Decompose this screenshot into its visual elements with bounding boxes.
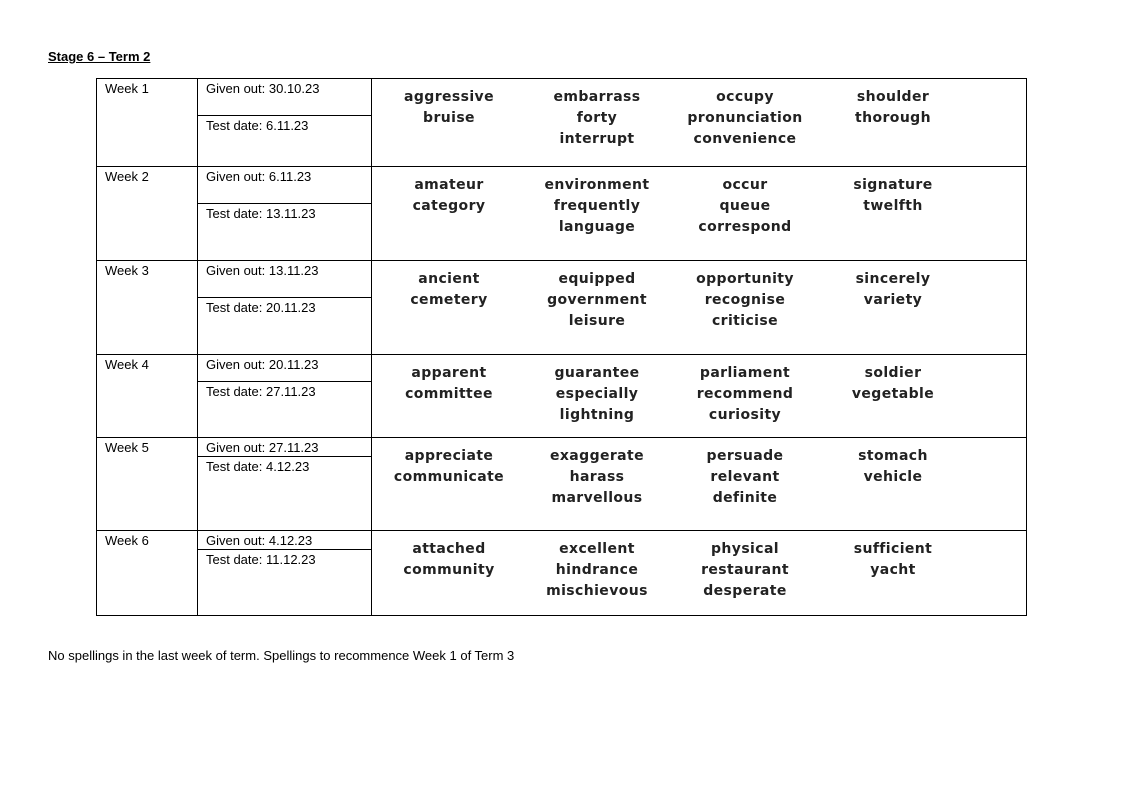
spelling-word: guarantee	[554, 365, 640, 381]
week-row	[97, 355, 1027, 438]
spelling-words-cell	[372, 79, 1027, 167]
spelling-word	[819, 583, 967, 599]
spelling-word: occupy	[716, 89, 774, 105]
week-label-cell	[97, 167, 198, 261]
spelling-word: occur	[722, 177, 768, 193]
spelling-word: shoulder	[856, 89, 930, 105]
spelling-word: queue	[719, 198, 771, 214]
spelling-word: recognise	[704, 292, 786, 308]
week-row	[97, 79, 1027, 167]
week-label: Week 3	[105, 263, 149, 278]
spelling-word	[819, 407, 967, 423]
week-row	[97, 531, 1027, 616]
spelling-word	[819, 219, 967, 235]
spelling-word-list	[372, 167, 1026, 235]
spelling-word-list	[372, 531, 1026, 599]
spelling-word: vehicle	[863, 469, 923, 485]
spelling-word: ancient	[418, 271, 480, 287]
spelling-word: soldier	[864, 365, 922, 381]
week-label: Week 6	[105, 533, 149, 548]
test-date: Test date: 27.11.23	[198, 381, 371, 401]
week-label-cell	[97, 355, 198, 438]
week-label-cell	[97, 79, 198, 167]
spelling-word: language	[558, 219, 636, 235]
spelling-word: convenience	[693, 131, 797, 147]
week-label: Week 1	[105, 81, 149, 96]
dates-cell	[198, 167, 372, 261]
spelling-word: harass	[569, 469, 625, 485]
spelling-word: aggressive	[404, 89, 494, 105]
dates-cell	[198, 261, 372, 355]
spelling-word: opportunity	[696, 271, 794, 287]
spelling-word	[375, 219, 523, 235]
week-row	[97, 167, 1027, 261]
spelling-word-list	[372, 355, 1026, 423]
spelling-word: apparent	[411, 365, 487, 381]
spelling-word: signature	[853, 177, 933, 193]
dates-cell	[198, 438, 372, 531]
spelling-word: relevant	[710, 469, 780, 485]
spelling-word: environment	[544, 177, 650, 193]
week-label: Week 4	[105, 357, 149, 372]
spelling-word: forty	[576, 110, 618, 126]
week-label: Week 2	[105, 169, 149, 184]
spelling-words-cell	[372, 531, 1027, 616]
spelling-word-list	[372, 261, 1026, 329]
week-row	[97, 261, 1027, 355]
spelling-words-cell	[372, 167, 1027, 261]
spelling-word: correspond	[698, 219, 792, 235]
given-out-date: Given out: 27.11.23	[206, 440, 319, 455]
spelling-word: recommend	[696, 386, 794, 402]
spelling-word	[819, 131, 967, 147]
spelling-word: committee	[405, 386, 493, 402]
spelling-word: physical	[711, 541, 779, 557]
spelling-word-list	[372, 79, 1026, 147]
test-date: Test date: 20.11.23	[198, 297, 371, 317]
spelling-word: marvellous	[551, 490, 643, 506]
spelling-word: parliament	[699, 365, 791, 381]
spelling-word: embarrass	[553, 89, 641, 105]
spelling-word: restaurant	[701, 562, 789, 578]
spelling-word: stomach	[858, 448, 928, 464]
spelling-word: excellent	[559, 541, 635, 557]
spelling-word: leisure	[568, 313, 626, 329]
spelling-word: interrupt	[559, 131, 635, 147]
spelling-word: community	[403, 562, 495, 578]
spelling-word	[375, 131, 523, 147]
week-label-cell	[97, 531, 198, 616]
spelling-word: cemetery	[410, 292, 488, 308]
dates-cell	[198, 355, 372, 438]
spelling-word: bruise	[423, 110, 475, 126]
week-row	[97, 438, 1027, 531]
spelling-words-cell	[372, 261, 1027, 355]
spelling-word: vegetable	[851, 386, 935, 402]
spelling-word: exaggerate	[549, 448, 645, 464]
spelling-word: lightning	[559, 407, 635, 423]
spelling-schedule-table	[96, 78, 1027, 616]
spelling-word	[375, 490, 523, 506]
given-out-date: Given out: 20.11.23	[206, 357, 319, 372]
spelling-word: sincerely	[855, 271, 931, 287]
spelling-word: appreciate	[404, 448, 494, 464]
spelling-word	[375, 313, 523, 329]
spelling-word: hindrance	[555, 562, 639, 578]
spelling-word: criticise	[711, 313, 779, 329]
spelling-word: communicate	[393, 469, 505, 485]
spelling-word: pronunciation	[687, 110, 803, 126]
given-out-date: Given out: 6.11.23	[206, 169, 312, 184]
spelling-word: yacht	[870, 562, 916, 578]
footer-note: No spellings in the last week of term. Spellings to recommence Week 1 of Term 3	[48, 648, 515, 663]
spelling-word	[375, 583, 523, 599]
given-out-date: Given out: 4.12.23	[206, 533, 313, 548]
test-date: Test date: 4.12.23	[198, 456, 371, 476]
spelling-word: government	[547, 292, 647, 308]
week-label-cell	[97, 261, 198, 355]
dates-cell	[198, 531, 372, 616]
spelling-word-list	[372, 438, 1026, 506]
spelling-word: persuade	[706, 448, 784, 464]
dates-cell	[198, 79, 372, 167]
spelling-word: desperate	[703, 583, 787, 599]
spelling-word: variety	[863, 292, 923, 308]
spelling-words-cell	[372, 438, 1027, 531]
spelling-word: category	[412, 198, 486, 214]
test-date: Test date: 11.12.23	[198, 549, 371, 569]
given-out-date: Given out: 30.10.23	[206, 81, 320, 96]
spelling-word	[375, 407, 523, 423]
page-title: Stage 6 – Term 2	[48, 49, 151, 64]
spelling-word: especially	[555, 386, 639, 402]
spelling-word: equipped	[558, 271, 636, 287]
spelling-word: frequently	[553, 198, 641, 214]
week-label: Week 5	[105, 440, 149, 455]
given-out-date: Given out: 13.11.23	[206, 263, 319, 278]
spelling-word: thorough	[855, 110, 931, 126]
spelling-word: attached	[412, 541, 486, 557]
week-label-cell	[97, 438, 198, 531]
spelling-words-cell	[372, 355, 1027, 438]
spelling-word: mischievous	[546, 583, 648, 599]
spelling-word: twelfth	[863, 198, 923, 214]
test-date: Test date: 13.11.23	[198, 203, 371, 223]
test-date: Test date: 6.11.23	[198, 115, 371, 135]
spelling-word: curiosity	[708, 407, 782, 423]
spelling-word	[819, 490, 967, 506]
spelling-word: definite	[712, 490, 778, 506]
spelling-word	[819, 313, 967, 329]
spelling-word: amateur	[414, 177, 484, 193]
spelling-word: sufficient	[853, 541, 933, 557]
